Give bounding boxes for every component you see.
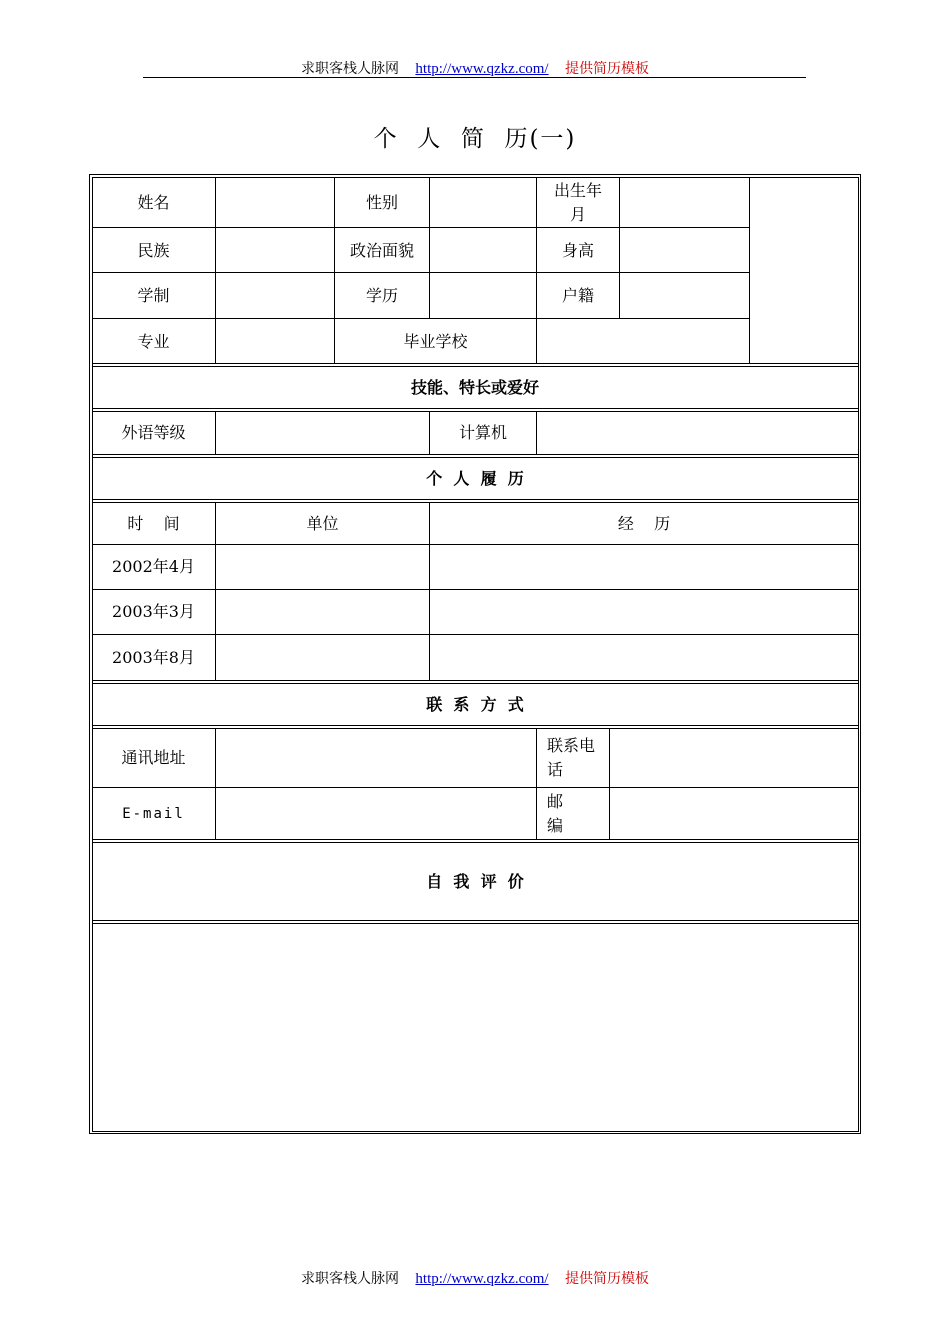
field-household[interactable] [620, 273, 749, 319]
section-history-heading: 个 人 履 历 [426, 468, 524, 488]
label-household: 户籍 [561, 286, 594, 305]
header-tagline: 提供简历模板 [565, 61, 650, 77]
label-education: 学历 [365, 286, 398, 305]
history-row-1-date: 2002年4月 [112, 557, 195, 576]
field-birth[interactable] [620, 178, 749, 228]
label-phone: 联系电话 [547, 736, 596, 779]
field-major[interactable] [216, 319, 334, 364]
label-name: 姓名 [137, 193, 170, 212]
field-ethnicity[interactable] [216, 228, 334, 273]
field-political[interactable] [430, 228, 536, 273]
field-zip[interactable] [610, 788, 858, 839]
page-title: 个 人 简 历(一) [373, 126, 577, 152]
header-url-link[interactable]: http://www.qzkz.com/ [415, 61, 549, 77]
label-zip: 邮编 [547, 791, 564, 835]
section-contact-heading: 联 系 方 式 [426, 694, 524, 714]
section-self-eval-heading: 自 我 评 价 [426, 871, 524, 891]
history-row-2-unit[interactable] [216, 590, 429, 634]
label-address: 通讯地址 [121, 748, 186, 767]
history-row-3-unit[interactable] [216, 635, 429, 680]
field-phone[interactable] [610, 729, 858, 787]
label-gender: 性别 [365, 193, 398, 212]
history-row-2-experience[interactable] [430, 590, 858, 634]
field-height[interactable] [620, 228, 749, 273]
footer-tagline: 提供简历模板 [565, 1271, 650, 1287]
field-gender[interactable] [430, 178, 536, 228]
field-self-eval[interactable] [92, 924, 858, 1131]
field-schooling[interactable] [216, 273, 334, 319]
field-computer[interactable] [537, 412, 858, 454]
footer-url-link[interactable]: http://www.qzkz.com/ [415, 1271, 549, 1287]
history-row-2-date: 2003年3月 [112, 602, 195, 621]
history-row-1-unit[interactable] [216, 545, 429, 589]
label-political: 政治面貌 [349, 240, 414, 260]
history-row-1-experience[interactable] [430, 545, 858, 589]
label-birth: 出生年月 [553, 181, 602, 224]
field-education[interactable] [430, 273, 536, 319]
history-row-3-experience[interactable] [430, 635, 858, 680]
label-language: 外语等级 [121, 423, 186, 442]
field-name[interactable] [216, 178, 334, 228]
history-row-3-date: 2003年8月 [112, 647, 195, 667]
label-ethnicity: 民族 [137, 240, 170, 260]
header-site: 求职客栈人脉网 [300, 61, 399, 77]
photo-area[interactable] [750, 178, 858, 364]
col-experience-header: 经 历 [617, 513, 671, 533]
section-skills-heading: 技能、特长或爱好 [410, 377, 539, 397]
footer-site: 求职客栈人脉网 [300, 1271, 399, 1287]
field-school[interactable] [537, 319, 749, 364]
field-email[interactable] [216, 788, 536, 839]
col-unit-header: 单位 [306, 513, 339, 533]
field-language[interactable] [216, 412, 429, 454]
page-footer [0, 1268, 950, 1288]
field-address[interactable] [216, 729, 536, 787]
label-height: 身高 [561, 240, 594, 260]
label-school: 毕业学校 [403, 331, 468, 351]
label-major: 专业 [137, 331, 170, 351]
label-email: E-mail [122, 805, 185, 822]
label-schooling: 学制 [137, 286, 170, 305]
col-time-header: 时 间 [127, 513, 180, 533]
label-computer: 计算机 [458, 423, 507, 442]
